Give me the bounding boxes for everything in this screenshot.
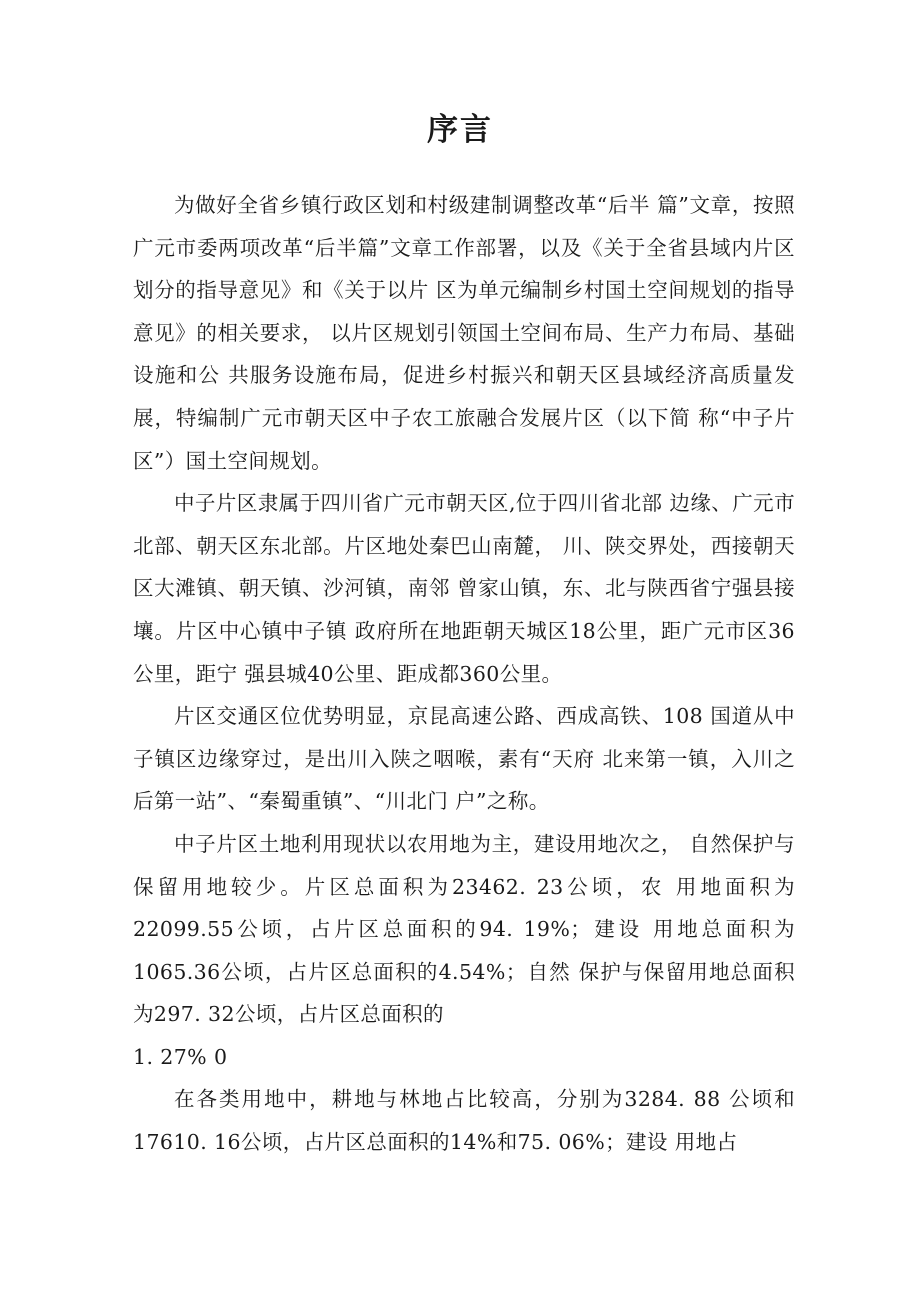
paragraph-land-use-tail: 1. 27% 0 [133,1044,228,1069]
paragraph-location: 中子片区隶属于四川省广元市朝天区,位于四川省北部 边缘、广元市北部、朝天区东北部。片区地处秦巴山南麓， 川、陕交界处，西接朝天区大滩镇、朝天镇、沙河镇，南邻 曾家山镇，东、北与陕西省宁强县接壤。片区中心镇中子镇 政府所在地距朝天城区18公里，距广元市区36公里，距宁 强县城40公里、距成都360公里。 [133,491,795,686]
paragraph-land-categories: 在各类用地中，耕地与林地占比较高，分别为3284. 88 公顷和17610. 16公顷，占片区总面积的14%和75. 06%；建设 用地占 [133,1087,795,1155]
paragraph-land-use: 中子片区土地利用现状以农用地为主，建设用地次之， 自然保护与保留用地较少。片区总面积为23462. 23公顷，农 用地面积为22099.55公顷，占片区总面积的94. 19%；建设 用地总面积为1065.36公顷，占片区总面积的4.54%；自然 保护与保留用地总面积为297. 32公顷，占片区总面积的 [133,831,795,1027]
paragraph-intro: 为做好全省乡镇行政区划和村级建制调整改革“后半 篇”文章，按照广元市委两项改革“后半篇”文章工作部署，以及《关于全省县域内片区划分的指导意见》和《关于以片 区为单元编制乡村国土空间规划的指导意见》的相关要求， 以片区规划引领国土空间布局、生产力布局、基础设施和公 共服务设施布局，促进乡村振兴和朝天区县域经济高质量发 展，特编制广元市朝天区中子农工旅融合发展片区（以下简 称“中子片区”）国土空间规划。 [133,193,795,473]
page-title: 序言 [427,112,493,148]
paragraph-transport: 片区交通区位优势明显，京昆高速公路、西成高铁、108 国道从中子镇区边缘穿过，是出川入陕之咽喉，素有“天府 北来第一镇，入川之后第一站”、“秦蜀重镇”、“川北门 户”之称。 [133,704,795,814]
body-text [133,184,795,1164]
